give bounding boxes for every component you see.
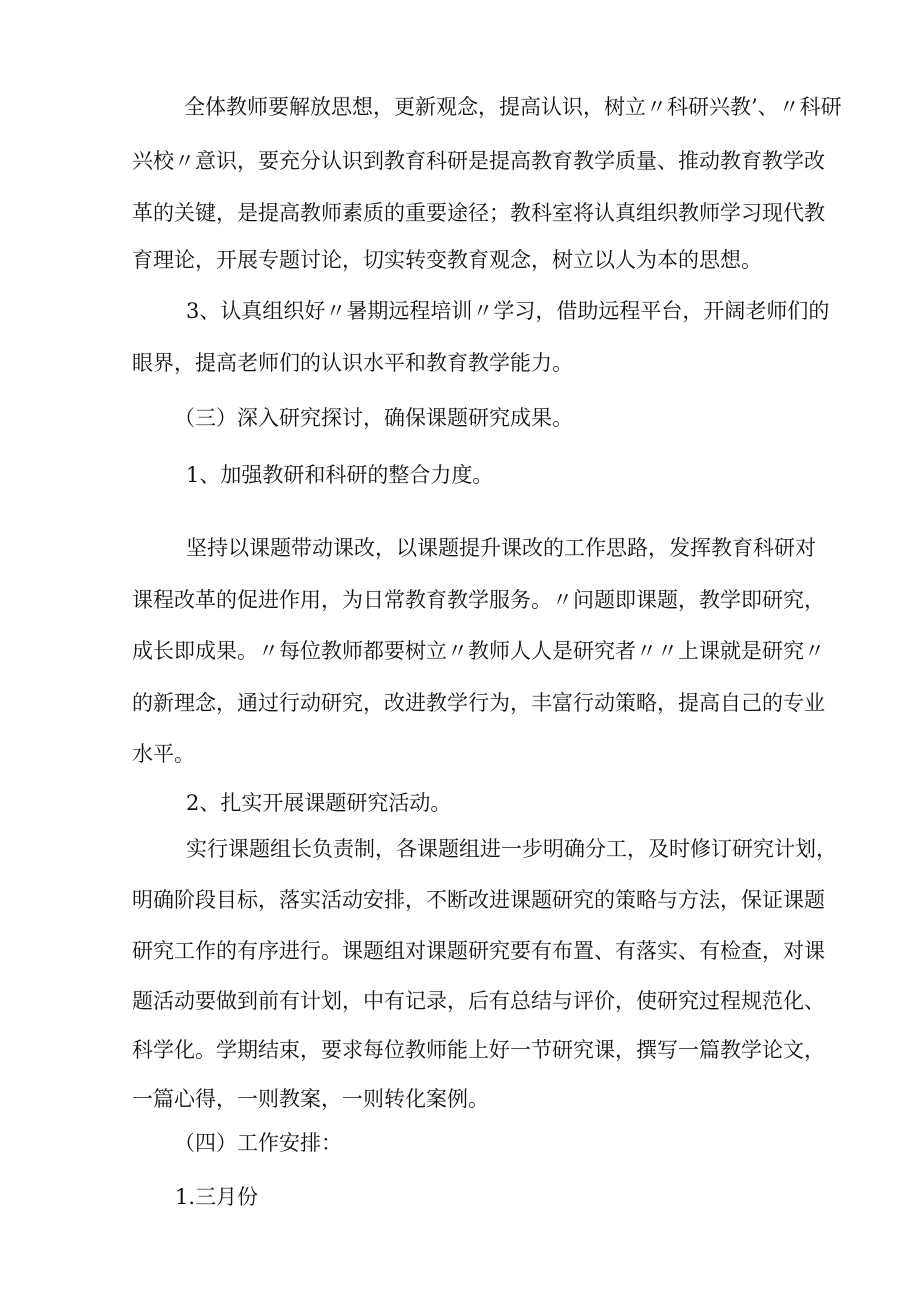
text-line: 研究工作的有序进行。课题组对课题研究要有布置、有落实、有检查，对课 [132, 939, 825, 963]
text-line: 明确阶段目标，落实活动安排，不断改进课题研究的策略与方法，保证课题 [132, 888, 825, 912]
text-line: 科学化。学期结束，要求每位教师能上好一节研究课，撰写一篇教学论文， [132, 1038, 825, 1062]
list-item-text: 1.三月份 [175, 1185, 259, 1209]
text-line: 3、认真组织好〃暑期远程培训〃学习，借助远程平台，开阔老师们的 [186, 299, 830, 323]
text-line: 眼界，提高老师们的认识水平和教育教学能力。 [132, 351, 573, 375]
text-line: 一篇心得，一则教案，一则转化案例。 [132, 1087, 489, 1111]
heading-text: （三）深入研究探讨，确保课题研究成果。 [174, 406, 573, 430]
text-line: 水平。 [132, 742, 195, 766]
text-line: 革的关键，是提高教师素质的重要途径；教科室将认真组织教师学习现代教 [132, 201, 825, 225]
text-line: 全体教师要解放思想，更新观念，提高认识，树立〃科研兴教’、〃科研 [184, 95, 842, 119]
heading-text: （四）工作安排： [174, 1131, 342, 1155]
text-line: 育理论，开展专题讨论，切实转变教育观念，树立以人为本的思想。 [132, 248, 762, 272]
text-line: 兴校〃意识，要充分认识到教育科研是提高教育教学质量、推动教育教学改 [132, 149, 825, 173]
text-line: 的新理念，通过行动研究，改进教学行为，丰富行动策略，提高自己的专业 [132, 691, 825, 715]
text-line: 课程改革的促进作用，为日常教育教学服务。〃问题即课题，教学即研究， [132, 588, 825, 612]
text-line: 实行课题组长负责制，各课题组进一步明确分工，及时修订研究计划， [186, 837, 837, 861]
subheading-text: 1、加强教研和科研的整合力度。 [186, 463, 494, 487]
text-line: 坚持以课题带动课改，以课题提升课改的工作思路，发挥教育科研对 [186, 536, 816, 560]
subheading-text: 2、扎实开展课题研究活动。 [186, 791, 452, 815]
text-line: 题活动要做到前有计划，中有记录，后有总结与评价，使研究过程规范化、 [132, 989, 825, 1013]
text-line: 成长即成果。〃每位教师都要树立〃教师人人是研究者〃〃上课就是研究〃 [132, 639, 825, 663]
